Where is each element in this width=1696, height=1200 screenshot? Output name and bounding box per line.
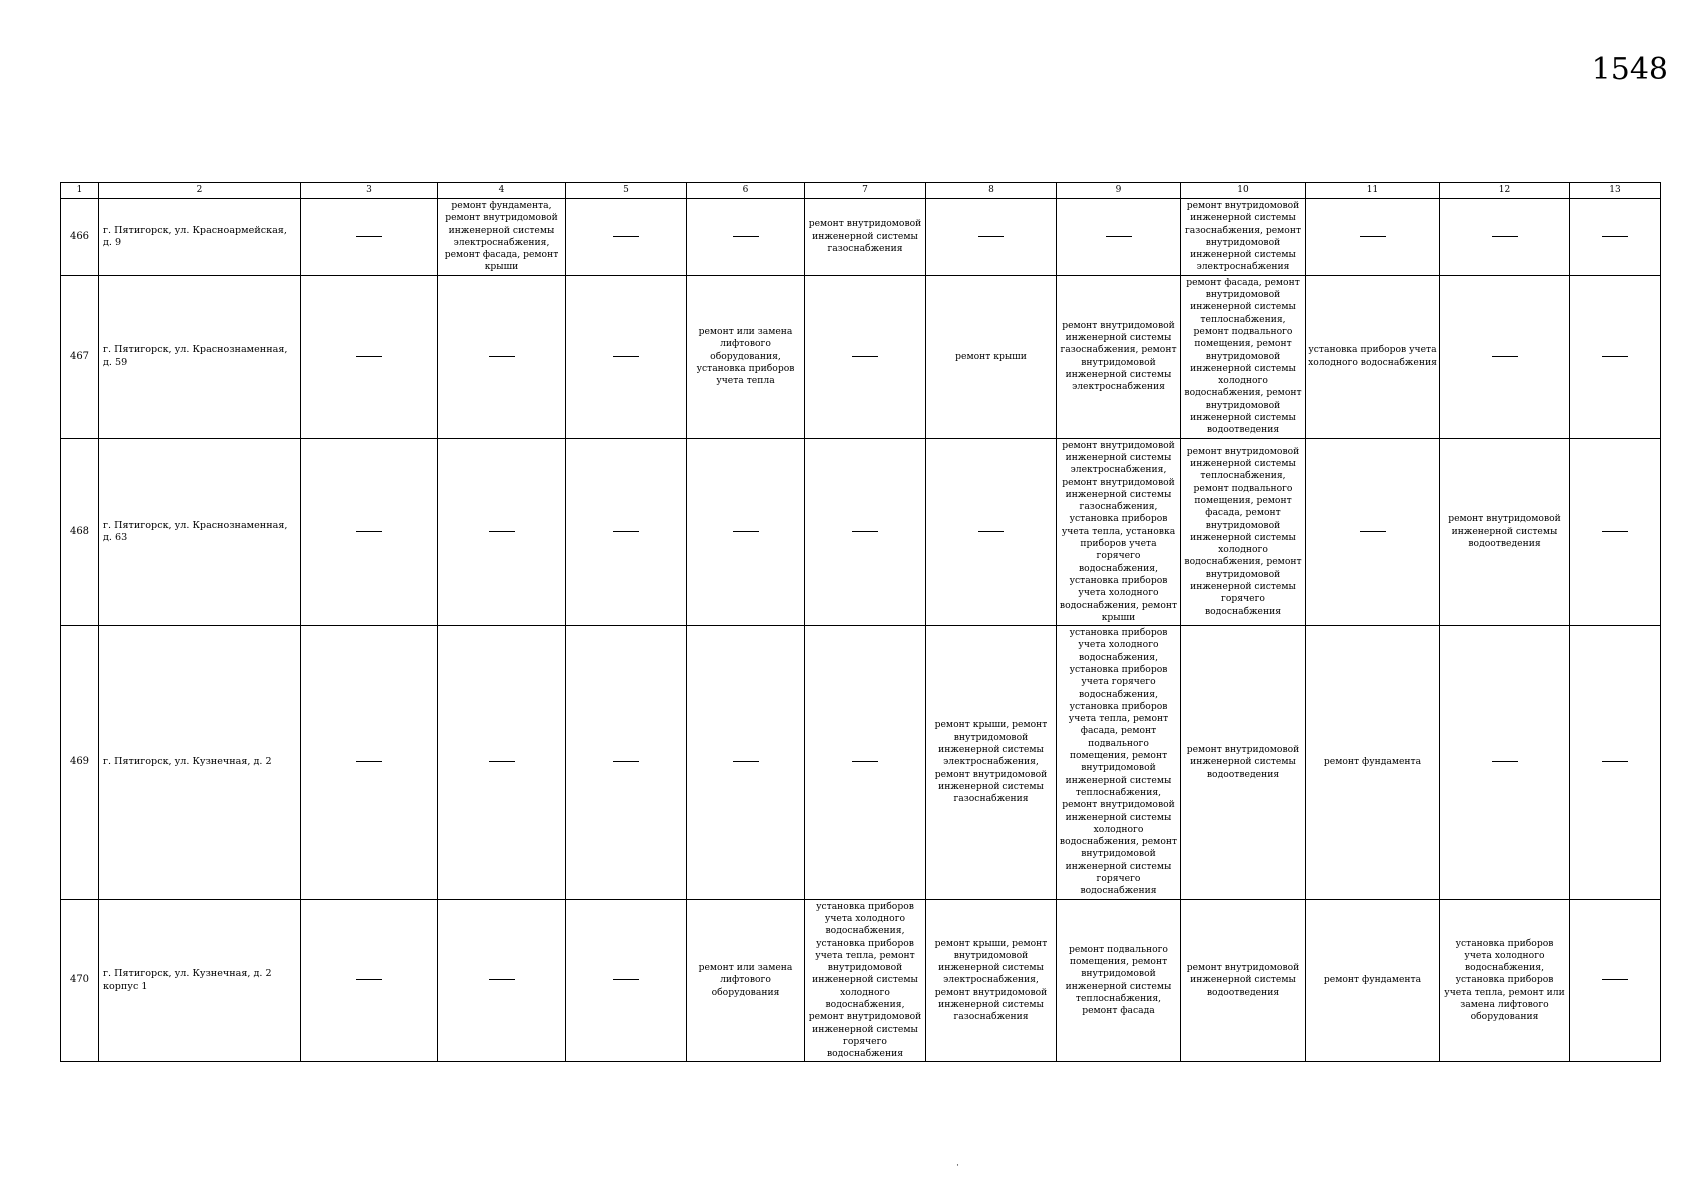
empty-dash-cell — [805, 275, 926, 438]
work-cell-col-10: ремонт фасада, ремонт внутридомовой инженерной системы теплоснабжения, ремонт подвального помещения, ремонт внутридомовой инженерной системы холодного водоснабжения, ремонт внутридомовой инженерной системы водоотведения — [1181, 275, 1306, 438]
dash-mark — [356, 531, 382, 532]
dash-mark — [1602, 236, 1628, 237]
empty-dash-cell — [566, 275, 687, 438]
dash-mark — [613, 356, 639, 357]
column-number-6: 6 — [687, 183, 805, 199]
work-cell-col-6: ремонт или замена лифтового оборудования — [687, 899, 805, 1062]
empty-dash-cell — [438, 438, 566, 625]
work-cell-col-4: ремонт фундамента, ремонт внутридомовой инженерной системы электроснабжения, ремонт фасада, ремонт крыши — [438, 199, 566, 276]
column-number-11: 11 — [1306, 183, 1440, 199]
work-cell-col-9: установка приборов учета холодного водоснабжения, установка приборов учета горячего водоснабжения, установка приборов учета тепла, ремонт фасада, ремонт подвального помещения, ремонт внутридомовой инженерной системы теплоснабжения, ремонт внутридомовой инженерной системы холодного водоснабжения, ремонт внутридомовой инженерной системы горячего водоснабжения — [1057, 626, 1181, 900]
work-cell-col-8: ремонт крыши — [926, 275, 1057, 438]
empty-dash-cell — [1057, 199, 1181, 276]
dash-mark — [852, 531, 878, 532]
dash-mark — [1492, 236, 1518, 237]
work-cell-col-12: ремонт внутридомовой инженерной системы водоотведения — [1440, 438, 1570, 625]
empty-dash-cell — [1570, 199, 1661, 276]
address-cell: г. Пятигорск, ул. Краснознаменная, д. 63 — [99, 438, 301, 625]
empty-dash-cell — [1570, 438, 1661, 625]
work-cell-col-11: ремонт фундамента — [1306, 626, 1440, 900]
table-row — [61, 626, 1661, 900]
dash-mark — [613, 531, 639, 532]
empty-dash-cell — [301, 438, 438, 625]
dash-mark — [852, 356, 878, 357]
empty-dash-cell — [301, 899, 438, 1062]
dash-mark — [489, 979, 515, 980]
dash-mark — [1106, 236, 1132, 237]
work-cell-col-8: ремонт крыши, ремонт внутридомовой инженерной системы электроснабжения, ремонт внутридомовой инженерной системы газоснабжения — [926, 899, 1057, 1062]
dash-mark — [356, 979, 382, 980]
column-number-10: 10 — [1181, 183, 1306, 199]
dash-mark — [613, 236, 639, 237]
empty-dash-cell — [301, 199, 438, 276]
work-cell-col-9: ремонт внутридомовой инженерной системы электроснабжения, ремонт внутридомовой инженерной системы газоснабжения, установка приборов учета тепла, установка приборов учета горячего водоснабжения, установка приборов учета холодного водоснабжения, ремонт крыши — [1057, 438, 1181, 625]
column-number-5: 5 — [566, 183, 687, 199]
work-cell-col-9: ремонт внутридомовой инженерной системы газоснабжения, ремонт внутридомовой инженерной системы электроснабжения — [1057, 275, 1181, 438]
column-number-4: 4 — [438, 183, 566, 199]
work-cell-col-8: ремонт крыши, ремонт внутридомовой инженерной системы электроснабжения, ремонт внутридомовой инженерной системы газоснабжения — [926, 626, 1057, 900]
dash-mark — [613, 761, 639, 762]
empty-dash-cell — [926, 438, 1057, 625]
dash-mark — [356, 761, 382, 762]
dash-mark — [1492, 356, 1518, 357]
empty-dash-cell — [438, 899, 566, 1062]
dash-mark — [1602, 979, 1628, 980]
empty-dash-cell — [301, 275, 438, 438]
dash-mark — [1360, 531, 1386, 532]
dash-mark — [978, 236, 1004, 237]
address-cell: г. Пятигорск, ул. Краснознаменная, д. 59 — [99, 275, 301, 438]
empty-dash-cell — [1440, 199, 1570, 276]
dash-mark — [733, 531, 759, 532]
table-row — [61, 199, 1661, 276]
work-cell-col-11: установка приборов учета холодного водоснабжения — [1306, 275, 1440, 438]
column-number-2: 2 — [99, 183, 301, 199]
column-number-7: 7 — [805, 183, 926, 199]
dash-mark — [1602, 761, 1628, 762]
column-numbers-row — [61, 183, 1661, 199]
work-cell-col-11: ремонт фундамента — [1306, 899, 1440, 1062]
empty-dash-cell — [1440, 626, 1570, 900]
dash-mark — [733, 236, 759, 237]
works-table-container — [60, 182, 1660, 1062]
dash-mark — [978, 531, 1004, 532]
dash-mark — [1360, 236, 1386, 237]
empty-dash-cell — [1570, 275, 1661, 438]
dash-mark — [1602, 531, 1628, 532]
table-body — [61, 199, 1661, 1062]
empty-dash-cell — [1306, 438, 1440, 625]
table-row — [61, 899, 1661, 1062]
empty-dash-cell — [438, 626, 566, 900]
work-cell-col-12: установка приборов учета холодного водоснабжения, установка приборов учета тепла, ремонт или замена лифтового оборудования — [1440, 899, 1570, 1062]
column-number-13: 13 — [1570, 183, 1661, 199]
column-number-9: 9 — [1057, 183, 1181, 199]
column-number-3: 3 — [301, 183, 438, 199]
column-number-1: 1 — [61, 183, 99, 199]
address-cell: г. Пятигорск, ул. Красноармейская, д. 9 — [99, 199, 301, 276]
empty-dash-cell — [687, 199, 805, 276]
scan-speck: ˙ — [955, 1164, 960, 1175]
empty-dash-cell — [1440, 275, 1570, 438]
page-number: 1548 — [1591, 52, 1668, 87]
works-table — [60, 182, 1661, 1062]
dash-mark — [356, 236, 382, 237]
table-row — [61, 275, 1661, 438]
empty-dash-cell — [566, 626, 687, 900]
empty-dash-cell — [805, 626, 926, 900]
work-cell-col-10: ремонт внутридомовой инженерной системы газоснабжения, ремонт внутридомовой инженерной системы электроснабжения — [1181, 199, 1306, 276]
empty-dash-cell — [687, 438, 805, 625]
row-number-cell: 469 — [61, 626, 99, 900]
table-row — [61, 438, 1661, 625]
empty-dash-cell — [687, 626, 805, 900]
empty-dash-cell — [1306, 199, 1440, 276]
empty-dash-cell — [301, 626, 438, 900]
dash-mark — [489, 531, 515, 532]
dash-mark — [613, 979, 639, 980]
work-cell-col-7: установка приборов учета холодного водоснабжения, установка приборов учета тепла, ремонт внутридомовой инженерной системы холодного водоснабжения, ремонт внутридомовой инженерной системы горячего водоснабжения — [805, 899, 926, 1062]
empty-dash-cell — [926, 199, 1057, 276]
dash-mark — [852, 761, 878, 762]
work-cell-col-9: ремонт подвального помещения, ремонт внутридомовой инженерной системы теплоснабжения, ремонт фасада — [1057, 899, 1181, 1062]
empty-dash-cell — [805, 438, 926, 625]
empty-dash-cell — [1570, 899, 1661, 1062]
empty-dash-cell — [566, 899, 687, 1062]
dash-mark — [733, 761, 759, 762]
work-cell-col-10: ремонт внутридомовой инженерной системы водоотведения — [1181, 899, 1306, 1062]
work-cell-col-7: ремонт внутридомовой инженерной системы газоснабжения — [805, 199, 926, 276]
dash-mark — [1492, 761, 1518, 762]
column-number-8: 8 — [926, 183, 1057, 199]
row-number-cell: 470 — [61, 899, 99, 1062]
dash-mark — [1602, 356, 1628, 357]
work-cell-col-10: ремонт внутридомовой инженерной системы водоотведения — [1181, 626, 1306, 900]
address-cell: г. Пятигорск, ул. Кузнечная, д. 2 корпус 1 — [99, 899, 301, 1062]
row-number-cell: 468 — [61, 438, 99, 625]
row-number-cell: 466 — [61, 199, 99, 276]
dash-mark — [489, 356, 515, 357]
work-cell-col-6: ремонт или замена лифтового оборудования, установка приборов учета тепла — [687, 275, 805, 438]
row-number-cell: 467 — [61, 275, 99, 438]
empty-dash-cell — [566, 199, 687, 276]
empty-dash-cell — [438, 275, 566, 438]
dash-mark — [489, 761, 515, 762]
work-cell-col-10: ремонт внутридомовой инженерной системы теплоснабжения, ремонт подвального помещения, ремонт фасада, ремонт внутридомовой инженерной системы холодного водоснабжения, ремонт внутридомовой инженерной системы горячего водоснабжения — [1181, 438, 1306, 625]
empty-dash-cell — [1570, 626, 1661, 900]
empty-dash-cell — [566, 438, 687, 625]
address-cell: г. Пятигорск, ул. Кузнечная, д. 2 — [99, 626, 301, 900]
dash-mark — [356, 356, 382, 357]
column-number-12: 12 — [1440, 183, 1570, 199]
